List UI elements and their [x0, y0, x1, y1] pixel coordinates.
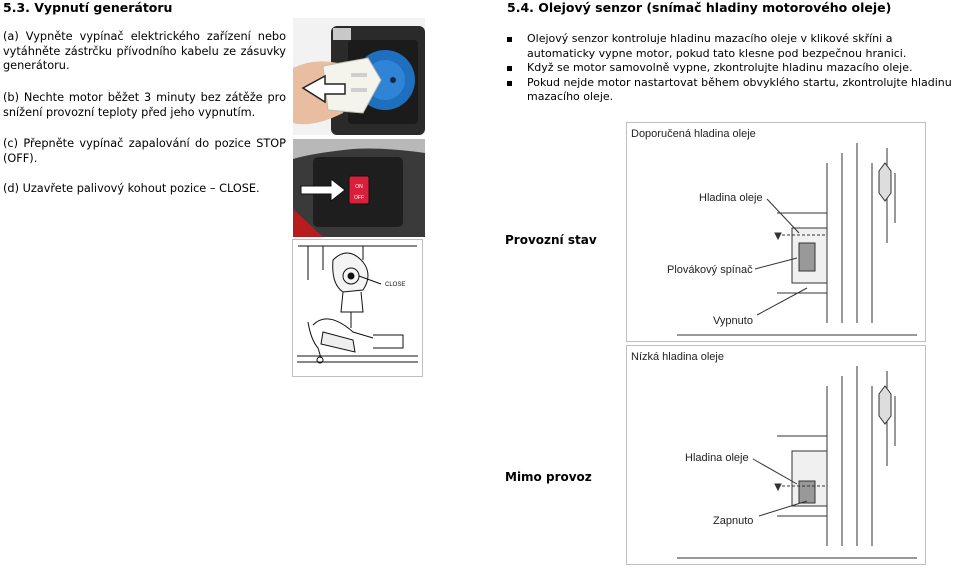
diagram1-oil-level-label: Hladina oleje: [699, 192, 763, 204]
switch-on-label: ON: [355, 184, 363, 190]
oil-sensor-bullets: [527, 32, 959, 105]
bullet-3: Pokud nejde motor nastartovat během obvyklého startu, zkontrolujte hladinu mazacího oleje.: [527, 76, 959, 105]
section-heading-shutdown: 5.3. Vypnutí generátoru: [3, 0, 173, 15]
close-label: CLOSE: [385, 282, 406, 288]
step-b: (b) Nechte motor běžet 3 minuty bez zátěže pro snížení provozní teploty před jeho vypnutím.: [3, 91, 286, 119]
diagram1-float-switch-label: Plovákový spínač: [667, 264, 753, 276]
step-a: (a) Vypněte vypínač elektrického zařízení nebo vytáhněte zástrčku přívodního kabelu ze zásuvky generátoru.: [3, 30, 286, 72]
diagram2-switch-state-label: Zapnuto: [713, 515, 754, 527]
diagram2-title: Nízká hladina oleje: [631, 351, 724, 363]
step-d: (d) Uzavřete palivový kohout pozice – CLOSE.: [3, 182, 260, 195]
diagram1-switch-state-label: Vypnuto: [713, 315, 753, 327]
state-operating-label: Provozní stav: [505, 233, 597, 247]
bullet-1: Olejový senzor kontroluje hladinu mazacího oleje v klikové skříni a automaticky vypne motor, pokud tato klesne pod bezpečnou hranici.: [527, 32, 959, 61]
photo-ignition-switch: [293, 139, 425, 237]
oil-diagram-low: [626, 345, 926, 565]
diagram2-oil-level-label: Hladina oleje: [685, 452, 749, 464]
bullet-2: Když se motor samovolně vypne, zkontrolujte hladinu mazacího oleje.: [527, 61, 959, 76]
fuel-valve-diagram: [292, 239, 423, 377]
photo-unplug: [293, 18, 425, 135]
diagram1-title: Doporučená hladina oleje: [631, 128, 756, 140]
step-c: (c) Přepněte vypínač zapalování do pozice STOP (OFF).: [3, 137, 286, 165]
state-off-label: Mimo provoz: [505, 470, 592, 484]
switch-off-label: OFF: [354, 195, 364, 201]
oil-diagram-recommended: [626, 122, 926, 342]
section-heading-oil-sensor: 5.4. Olejový senzor (snímač hladiny motorového oleje): [507, 0, 892, 15]
